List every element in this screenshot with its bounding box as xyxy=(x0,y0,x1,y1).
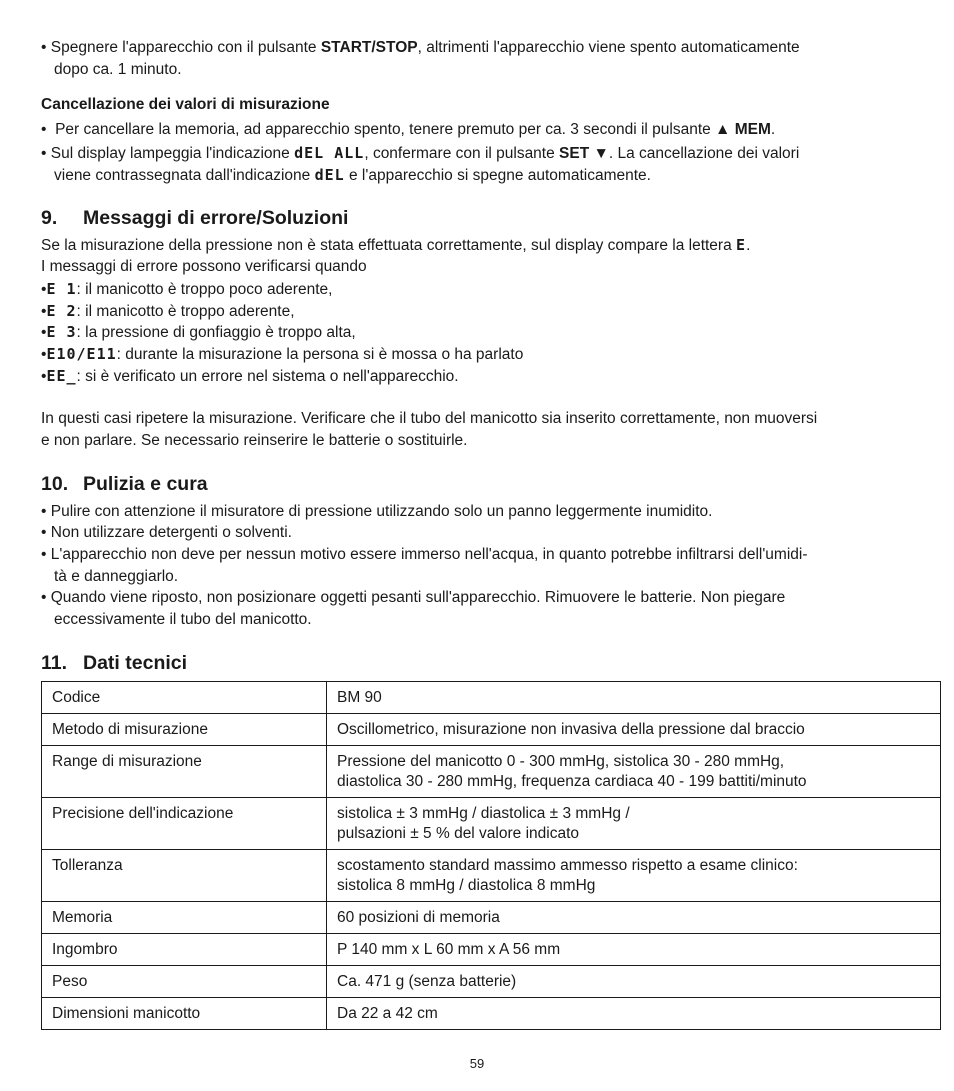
spec-value: P 140 mm x L 60 mm x A 56 mm xyxy=(327,934,941,966)
spec-value: BM 90 xyxy=(327,682,941,714)
page-number: 59 xyxy=(469,1056,485,1071)
table-row xyxy=(42,850,941,902)
error-item: •EE_: si è verificato un errore nel sistema o nell'apparecchio. xyxy=(41,367,459,385)
error-item: •E 3: la pressione di gonfiaggio è troppo alta, xyxy=(41,323,356,341)
spec-key: Codice xyxy=(42,682,327,714)
spec-key: Metodo di misurazione xyxy=(42,714,327,746)
spec-value: Da 22 a 42 cm xyxy=(327,998,941,1030)
s9-paragraph-3: In questi casi ripetere la misurazione. Verificare che il tubo del manicotto sia inserito correttamente, non muoversi xyxy=(41,410,818,427)
s9-paragraph-3-cont: e non parlare. Se necessario reinserire le batterie o sostituirle. xyxy=(41,432,468,449)
error-item: •E10/E11: durante la misurazione la persona si è mossa o ha parlato xyxy=(41,345,524,363)
spec-value: Pressione del manicotto 0 - 300 mmHg, sistolica 30 - 280 mmHg, diastolica 30 - 280 mmHg, frequenza cardiaca 40 - 199 battiti/minuto xyxy=(327,746,941,798)
delete-subheading: Cancellazione dei valori di misurazione xyxy=(41,96,330,113)
lcd-e: E xyxy=(736,236,747,254)
spec-key: Tolleranza xyxy=(42,850,327,902)
section-10-heading: 10. Pulizia e cura xyxy=(41,473,208,495)
spec-key: Precisione dell'indicazione xyxy=(42,798,327,850)
intro-bullet-cont: dopo ca. 1 minuto. xyxy=(54,61,182,78)
spec-key: Dimensioni manicotto xyxy=(42,998,327,1030)
table-row xyxy=(42,998,941,1030)
delete-bullet-2: • Sul display lampeggia l'indicazione dEL ALL, confermare con il pulsante SET ▼. La cancellazione dei valori xyxy=(41,144,800,162)
care-bullet-2: • Non utilizzare detergenti o solventi. xyxy=(41,524,292,541)
error-item: •E 2: il manicotto è troppo aderente, xyxy=(41,302,295,320)
table-row xyxy=(42,798,941,850)
s9-paragraph-2: I messaggi di errore possono verificarsi quando xyxy=(41,258,367,275)
table-row xyxy=(42,746,941,798)
care-bullet-3: • L'apparecchio non deve per nessun motivo essere immerso nell'acqua, in quanto potrebbe infiltrarsi dell'umidi- xyxy=(41,546,808,563)
tech-specs-table xyxy=(41,681,941,1030)
section-11-heading: 11. Dati tecnici xyxy=(41,652,188,674)
table-row xyxy=(42,902,941,934)
table-row xyxy=(42,714,941,746)
spec-value: Ca. 471 g (senza batterie) xyxy=(327,966,941,998)
care-bullet-3-cont: tà e danneggiarlo. xyxy=(54,568,179,585)
spec-value: Oscillometrico, misurazione non invasiva della pressione dal braccio xyxy=(327,714,941,746)
care-bullet-4-cont: eccessivamente il tubo del manicotto. xyxy=(54,611,312,628)
spec-key: Ingombro xyxy=(42,934,327,966)
lcd-del: dEL xyxy=(314,166,345,184)
table-row xyxy=(42,682,941,714)
table-row xyxy=(42,934,941,966)
spec-value: 60 posizioni di memoria xyxy=(327,902,941,934)
s9-paragraph-1: Se la misurazione della pressione non è stata effettuata correttamente, sul display compare la lettera E. xyxy=(41,236,751,254)
table-row xyxy=(42,966,941,998)
care-bullet-4: • Quando viene riposto, non posizionare oggetti pesanti sull'apparecchio. Rimuovere le batterie. Non piegare xyxy=(41,589,786,606)
spec-value: scostamento standard massimo ammesso rispetto a esame clinico: sistolica 8 mmHg / diastolica 8 mmHg xyxy=(327,850,941,902)
delete-bullet-2-cont: viene contrassegnata dall'indicazione dEL e l'apparecchio si spegne automaticamente. xyxy=(54,166,651,184)
spec-key: Memoria xyxy=(42,902,327,934)
section-9-heading: 9. Messaggi di errore/Soluzioni xyxy=(41,207,349,229)
spec-key: Range di misurazione xyxy=(42,746,327,798)
spec-value: sistolica ± 3 mmHg / diastolica ± 3 mmHg / pulsazioni ± 5 % del valore indicato xyxy=(327,798,941,850)
care-bullet-1: • Pulire con attenzione il misuratore di pressione utilizzando solo un panno leggermente inumidito. xyxy=(41,503,713,520)
error-item: •E 1: il manicotto è troppo poco aderente, xyxy=(41,280,333,298)
lcd-del-all: dEL ALL xyxy=(294,144,365,162)
spec-key: Peso xyxy=(42,966,327,998)
intro-bullet: • Spegnere l'apparecchio con il pulsante START/STOP, altrimenti l'apparecchio viene spento automaticamente xyxy=(41,39,800,56)
delete-bullet-1: • Per cancellare la memoria, ad apparecchio spento, tenere premuto per ca. 3 secondi il pulsante ▲ MEM. xyxy=(41,121,776,138)
